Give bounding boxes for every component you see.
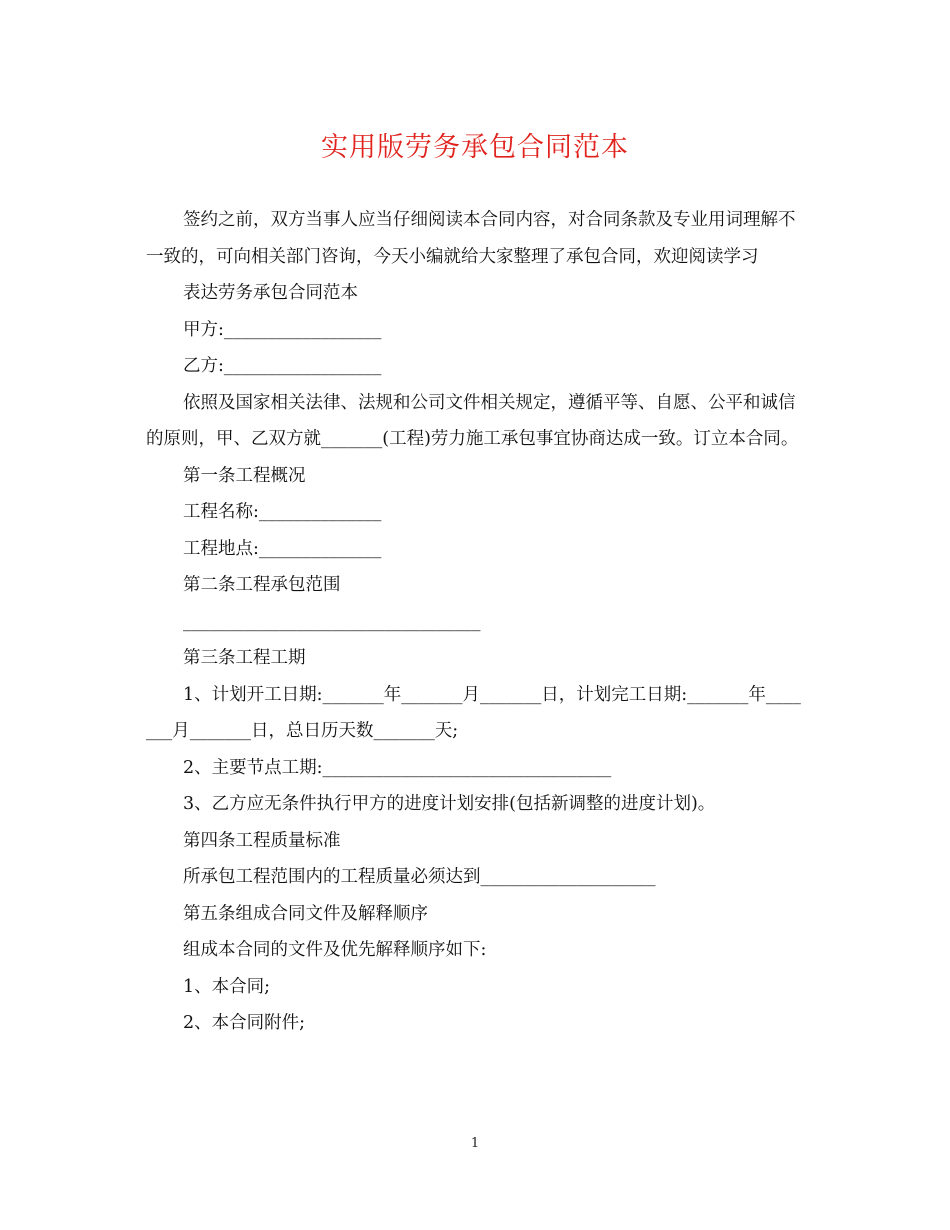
schedule-clause-1: 1、计划开工日期:_______年_______月_______日，计划完工日期:_______年_______月_______日，总日历天数_______天; [146,684,801,741]
documents-item-1: 1、本合同; [183,976,271,997]
article-1-heading: 第一条工程概况 [183,465,306,486]
article-2-heading: 第二条工程承包范围 [183,575,341,595]
schedule-clause-3: 3、乙方应无条件执行甲方的进度计划安排(包括新调整的进度计划)。 [183,794,716,814]
intro-paragraph: 签约之前，双方当事人应当仔细阅读本合同内容，对合同条款及专业用词理解不一致的，可向相关部门咨询，今天小编就给大家整理了承包合同，欢迎阅读学习 [146,210,796,267]
quality-clause: 所承包工程范围内的工程质量必须达到____________________ [183,867,656,887]
preamble-paragraph: 依照及国家相关法律、法规和公司文件相关规定，遵循平等、自愿、公平和诚信的原则，甲、乙双方就_______(工程)劳力施工承包事宜协商达成一致。订立本合同。 [146,392,799,449]
article-3-heading: 第三条工程工期 [183,648,306,668]
documents-intro: 组成本合同的文件及优先解释顺序如下: [183,940,487,960]
schedule-clause-2: 2、主要节点工期:_________________________________ [183,757,612,778]
article-5-heading: 第五条组成合同文件及解释顺序 [183,903,428,924]
party-b-field: 乙方:__________________ [183,356,382,376]
subtitle-line: 表达劳务承包合同范本 [183,283,358,303]
documents-item-2: 2、本合同附件; [183,1013,306,1033]
document-title: 实用版劳务承包合同范本 [321,132,629,163]
project-location-field: 工程地点:______________ [183,538,382,559]
party-a-field: 甲方:__________________ [183,319,382,340]
scope-blank-line: __________________________________ [183,611,481,632]
project-name-field: 工程名称:______________ [183,502,382,522]
page-number: 1 [470,1136,480,1151]
article-4-heading: 第四条工程质量标准 [183,830,341,851]
document-body [146,202,806,1042]
